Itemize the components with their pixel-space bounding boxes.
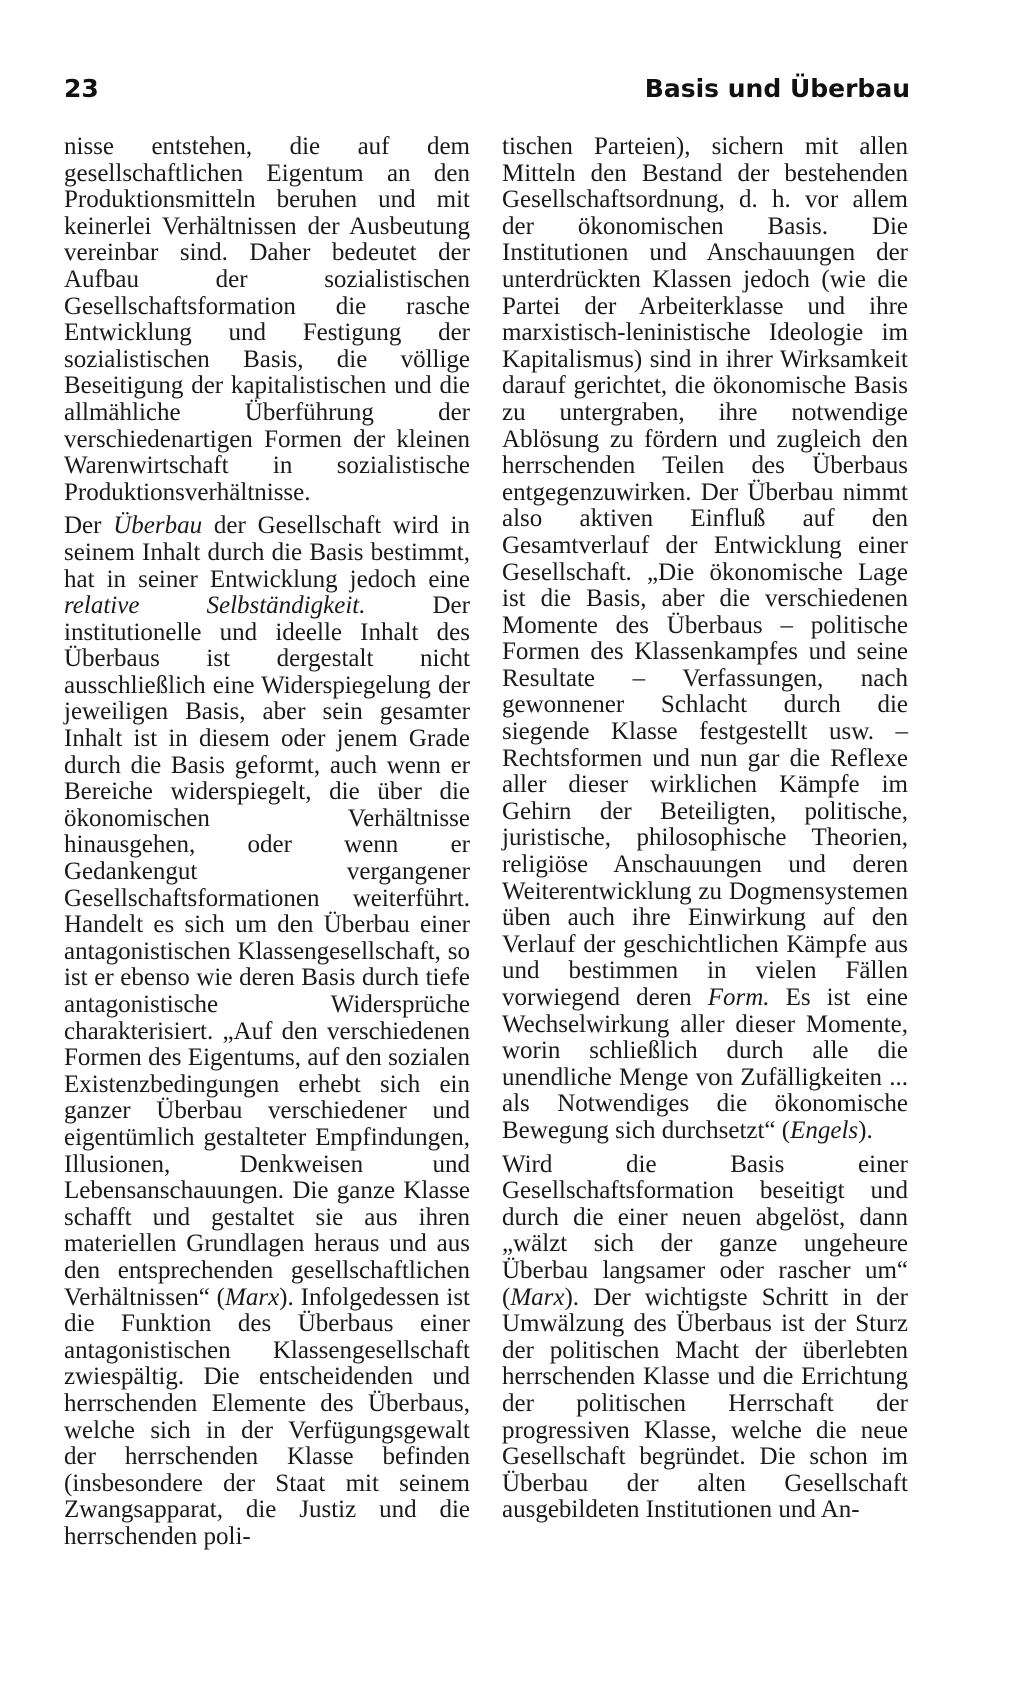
text-run: ).	[858, 1116, 873, 1144]
left-column	[64, 134, 470, 1557]
emphasis: Engels	[790, 1116, 859, 1144]
page-header	[64, 74, 910, 103]
text-run: ). Der wichtigste Schritt in der Umwälzung des Überbaus ist der Sturz der politischen Macht der überlebten herrschenden Klasse und die Errichtung der politischen Herrschaft der progressiven Klasse, welche die neue Gesellschaft begründet. Die schon im Überbau der alten Gesellschaft ausgebildeten Institutionen und An-	[502, 1283, 908, 1524]
text-run: ). Infolgedessen ist die Funktion des Überbaus einer antagonistischen Klassengesellschaft zwiespältig. Die entscheidenden und herrschenden Elemente des Überbaus, welche sich in der Verfügungsgewalt der herrschenden Klasse befinden (insbesondere der Staat mit seinem Zwangsapparat, die Justiz und die herrschenden poli-	[64, 1283, 470, 1550]
paragraph	[502, 1152, 908, 1524]
text-run: Der	[64, 512, 114, 540]
paragraph	[64, 134, 470, 506]
running-title: Basis und Überbau	[644, 74, 910, 103]
text-run: Wird die Basis einer Gesellschaftsformation beseitigt und durch die einer neuen abgelöst, dann „wälzt sich der ganze ungeheure Überbau langsamer oder rascher um“ (	[502, 1150, 908, 1311]
text-run: Der institutionelle und ideelle Inhalt des Überbaus ist dergestalt nicht ausschließlich eine Widerspiegelung der jeweiligen Basis, aber sein gesamter Inhalt ist in diesem oder jenem Grade durch die Basis geformt, auch wenn er Bereiche widerspiegelt, die über die ökonomischen Verhältnisse hinausgehen, oder wenn er Gedankengut vergangener Gesellschaftsformationen weiterführt. Handelt es sich um den Überbau einer antagonistischen Klassengesellschaft, so ist er ebenso wie deren Basis durch tiefe antagonistische Widersprüche charakterisiert. „Auf den verschiedenen Formen des Eigentums, auf den sozialen Existenzbedingungen erhebt sich ein ganzer Überbau verschiedener und eigentümlich gestalteter Empfindungen, Illusionen, Denkweisen und Lebensanschauungen. Die ganze Klasse schafft und gestaltet sie aus ihren materiellen Grundlagen heraus und aus den entsprechenden gesellschaftlichen Verhältnissen“ (	[64, 592, 470, 1311]
page-number: 23	[64, 74, 99, 103]
emphasis: Marx	[225, 1283, 280, 1311]
text-run: der Gesellschaft wird in seinem Inhalt durch die Basis bestimmt, hat in seiner Entwicklung jedoch eine	[64, 512, 470, 593]
paragraph	[64, 513, 470, 1550]
text-run: Es ist eine Wechselwirkung aller dieser Momente, worin schließlich durch alle die unendliche Menge von Zufälligkeiten ... als Notwendiges die ökonomische Bewegung sich durchsetzt“ (	[502, 984, 908, 1144]
text-run: nisse entstehen, die auf dem gesellschaftlichen Eigentum an den Produktionsmitteln beruhen und mit keinerlei Verhältnissen der Ausbeutung vereinbar sind. Daher bedeutet der Aufbau der sozialistischen Gesellschaftsformation die rasche Entwicklung und Festigung der sozialistischen Basis, die völlige Beseitigung der kapitalistischen und die allmähliche Überführung der verschiedenartigen Formen der kleinen Warenwirtschaft in sozialistische Produktionsverhältnisse.	[64, 133, 470, 506]
emphasis: relative Selbständigkeit.	[64, 592, 366, 620]
text-run: tischen Parteien), sichern mit allen Mitteln den Bestand der bestehenden Gesellschaftsordnung, d. h. vor allem der ökonomischen Basis. Die Institutionen und Anschauungen der unterdrückten Klassen jedoch (wie die Partei der Arbeiterklasse und ihre marxistisch-leninistische Ideologie im Kapitalismus) sind in ihrer Wirksamkeit darauf gerichtet, die ökonomische Basis zu untergraben, ihre notwendige Ablösung zu fördern und zugleich den herrschenden Teilen des Überbaus entgegenzuwirken. Der Überbau nimmt also aktiven Einfluß auf den Gesamtverlauf der Entwicklung einer Gesellschaft. „Die ökonomische Lage ist die Basis, aber die verschiedenen Momente des Überbaus – politische Formen des Klassenkampfes und seine Resultate – Verfassungen, nach gewonnener Schlacht durch die siegende Klasse festgestellt usw. – Rechtsformen und nun gar die Reflexe aller dieser wirklichen Kämpfe im Gehirn der Beteiligten, politische, juristische, philosophische Theorien, religiöse Anschauungen und deren Weiterentwicklung zu Dogmensystemen üben auch ihre Einwirkung auf den Verlauf der geschichtlichen Kämpfe aus und bestimmen in vielen Fällen vorwiegend deren	[502, 133, 908, 1011]
right-column	[502, 134, 908, 1531]
emphasis: Form.	[707, 984, 770, 1011]
emphasis: Marx	[510, 1283, 565, 1311]
emphasis: Überbau	[113, 512, 203, 540]
paragraph	[502, 134, 908, 1145]
